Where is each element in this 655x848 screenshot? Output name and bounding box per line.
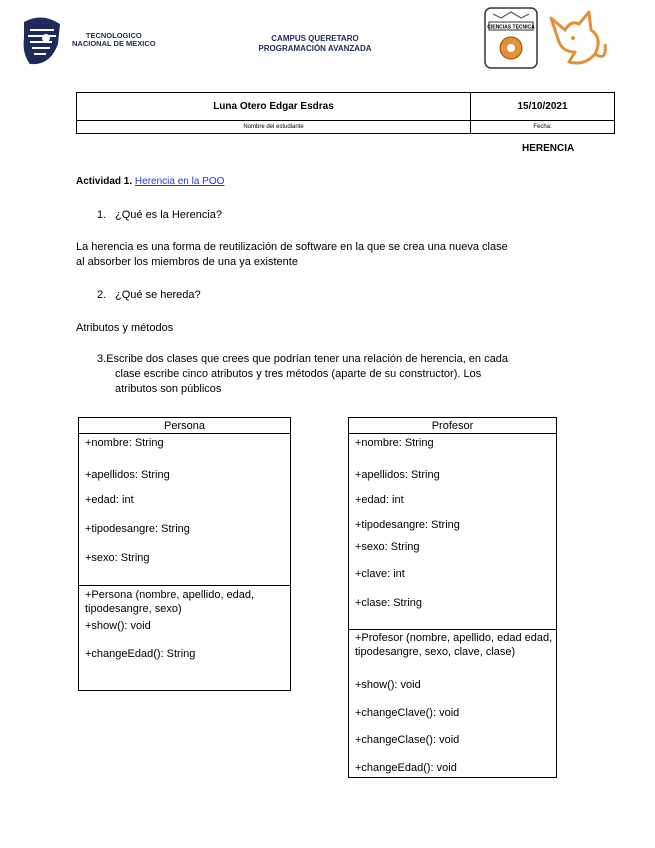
institution-name: TECNOLOGICO NACIONAL DE MEXICO	[72, 31, 156, 48]
method: +Persona (nombre, apellido, edad, tipodesangre, sexo)	[85, 589, 255, 615]
attributes-section	[79, 434, 290, 586]
attribute: +tipodesangre: String	[355, 519, 460, 531]
method: +changeEdad(): String	[85, 648, 196, 660]
activity-heading	[76, 176, 224, 187]
answer-1: La herencia es una forma de reutilización de software en la que se crea una nueva clase al absorber los miembros de una ya existente	[76, 241, 508, 268]
attribute: +tipodesangre: String	[85, 523, 190, 535]
class-title: Profesor	[349, 418, 556, 434]
school-seal-logo	[481, 6, 541, 70]
student-name-value: Luna Otero Edgar Esdras	[77, 93, 471, 121]
topic-heading: HERENCIA	[522, 143, 575, 154]
attribute: +clase: String	[355, 597, 422, 609]
activity-link[interactable]: Herencia en la POO	[134, 176, 225, 187]
date-label: Fecha:	[471, 121, 615, 134]
question-1	[97, 208, 222, 223]
attribute: +sexo: String	[355, 541, 420, 553]
svg-text:CIENCIAS TECNICA: CIENCIAS TECNICA	[487, 24, 535, 31]
question-number: 2.	[97, 289, 107, 301]
question-3: 3.Escribe dos clases que crees que podrían tener una relación de herencia, en cada clase escribe cinco atributos y tres métodos (aparte de su constructor). Los atributos son públicos	[97, 353, 508, 395]
student-name-label: Nombre del estudiante	[77, 121, 471, 134]
persona-class-diagram	[78, 417, 291, 691]
fox-mascot-logo	[545, 8, 611, 70]
tecnm-logo	[20, 14, 64, 68]
student-info-table	[76, 92, 615, 134]
method: +show(): void	[85, 620, 151, 632]
question-number: 1.	[97, 209, 107, 221]
method: +show(): void	[355, 679, 421, 691]
activity-label: Actividad 1.	[76, 176, 133, 187]
question-2	[97, 288, 201, 303]
question-number: 3.	[97, 353, 107, 365]
method: +changeEdad(): void	[355, 762, 457, 774]
attribute: +nombre: String	[355, 437, 434, 449]
profesor-class-diagram	[348, 417, 557, 778]
attribute: +apellidos: String	[355, 469, 440, 481]
document-header	[0, 0, 655, 80]
method: +changeClave(): void	[355, 707, 460, 719]
attributes-section	[349, 434, 556, 630]
question-text: ¿Qué se hereda?	[115, 289, 201, 301]
attribute: +sexo: String	[85, 552, 150, 564]
question-text: ¿Qué es la Herencia?	[115, 209, 222, 221]
attribute: +edad: int	[85, 494, 134, 506]
methods-section	[79, 586, 290, 690]
method: +Profesor (nombre, apellido, edad edad, tipodesangre, sexo, clave, clase)	[355, 632, 553, 658]
attribute: +apellidos: String	[85, 469, 170, 481]
attribute: +clave: int	[355, 568, 405, 580]
method: +changeClase(): void	[355, 734, 460, 746]
attribute: +edad: int	[355, 494, 404, 506]
methods-section	[349, 630, 556, 777]
campus-heading: CAMPUS QUERETARO PROGRAMACIÓN AVANZADA	[258, 34, 372, 53]
answer-2: Atributos y métodos	[76, 322, 174, 334]
class-title: Persona	[79, 418, 290, 434]
date-value: 15/10/2021	[471, 93, 615, 121]
attribute: +nombre: String	[85, 437, 164, 449]
